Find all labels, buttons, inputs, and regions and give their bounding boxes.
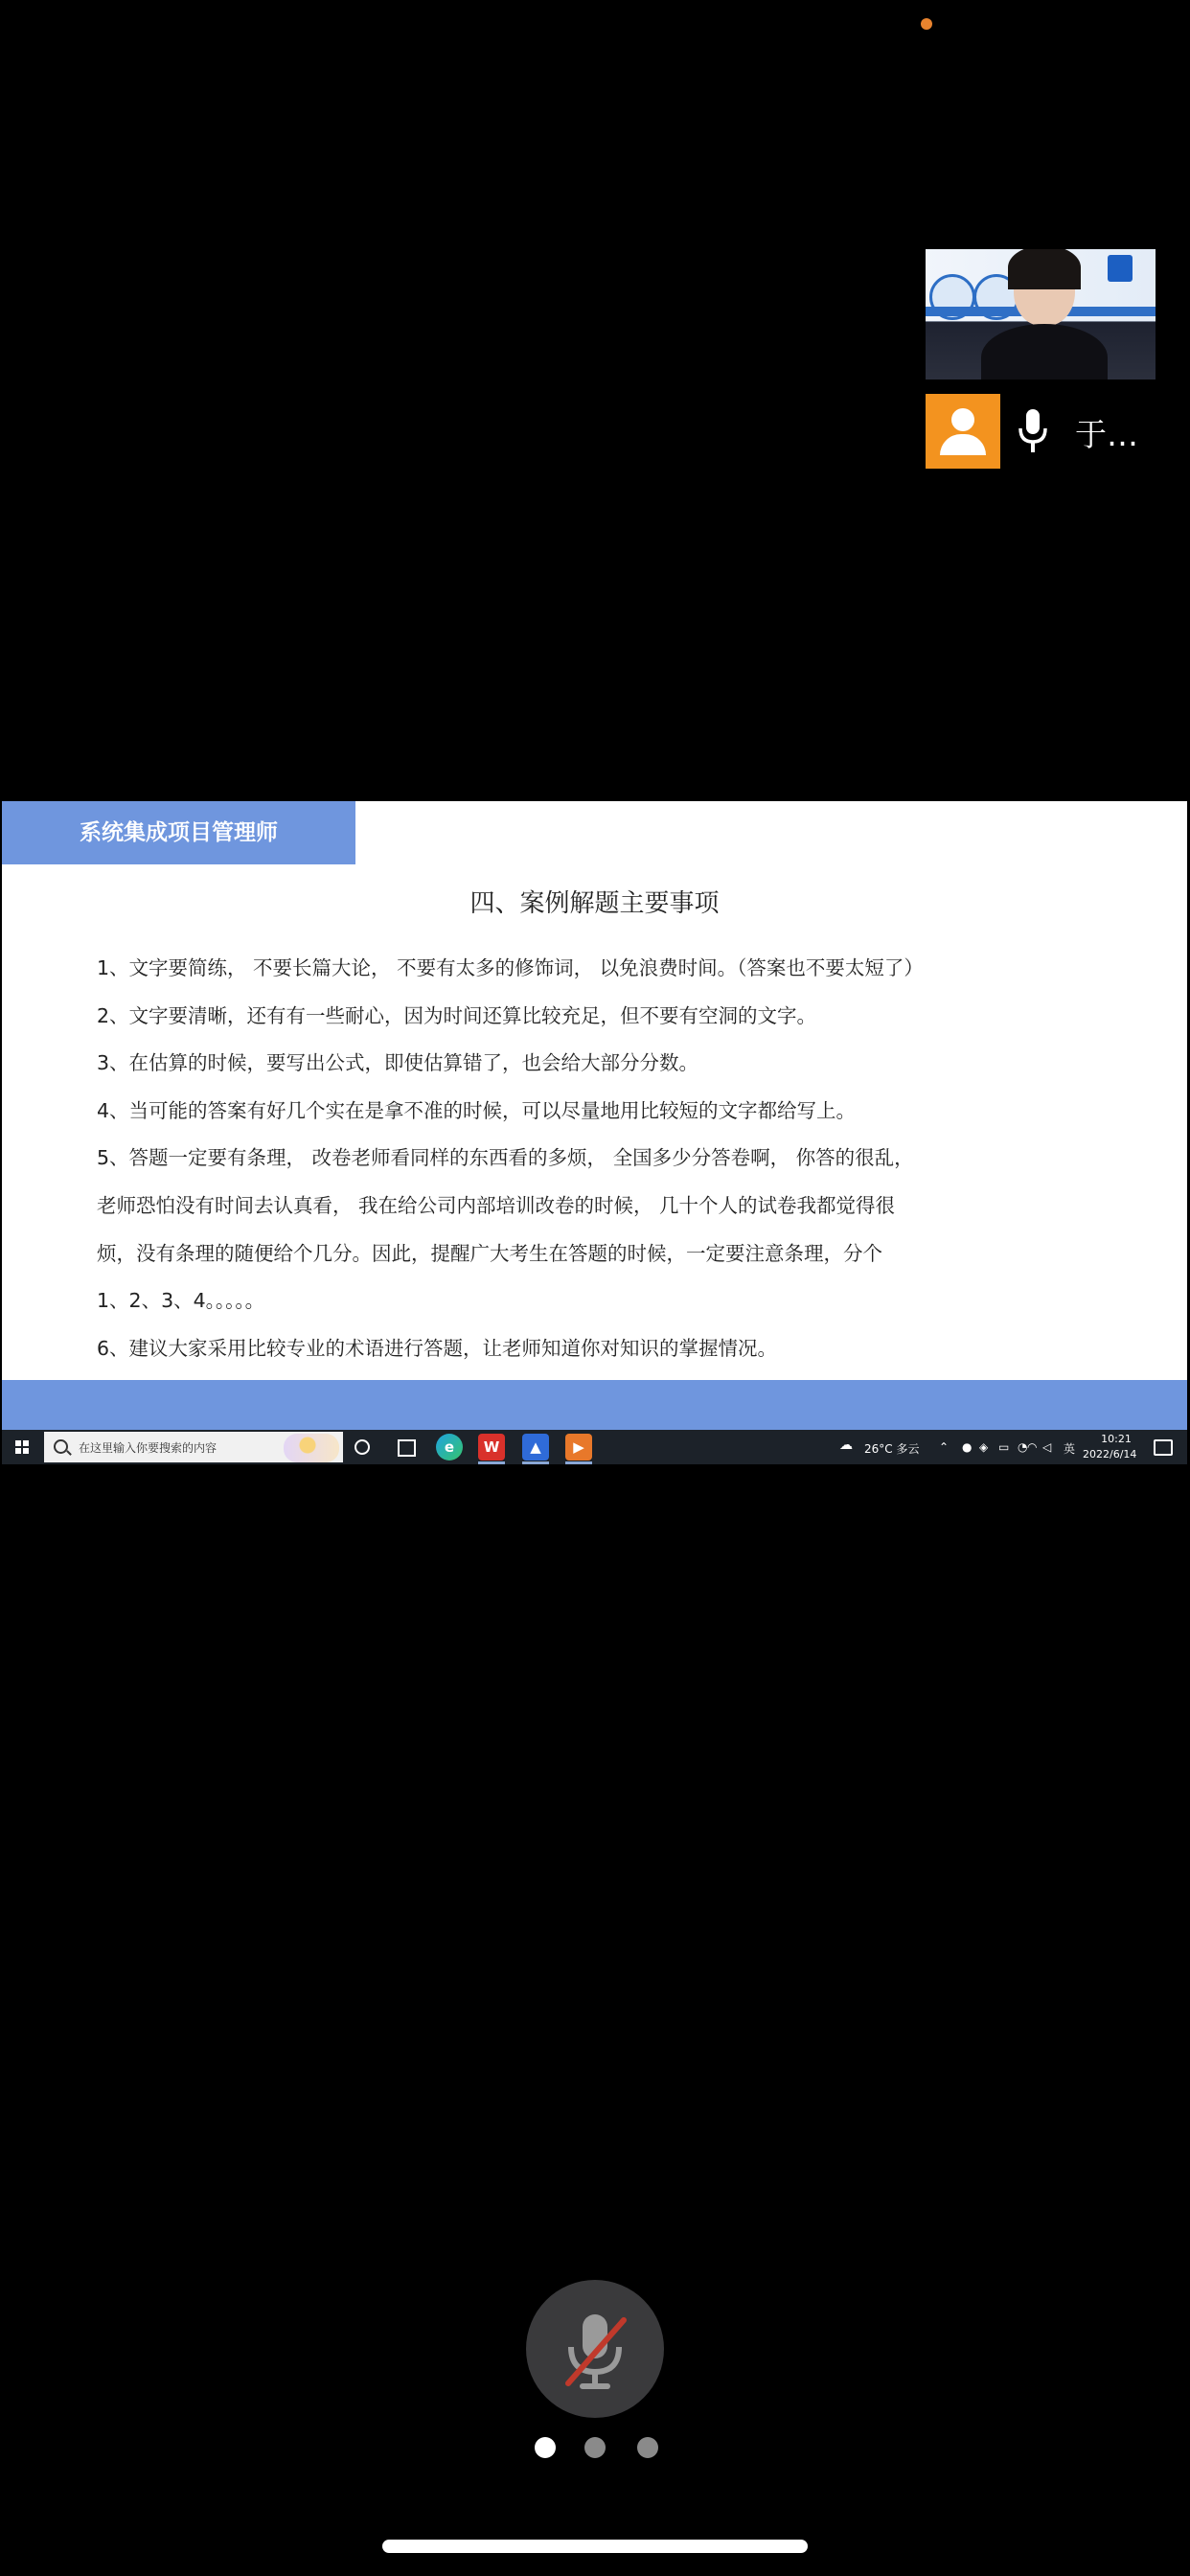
slide-text-line: 3、在估算的时候，要写出公式，即使估算错了，也会给大部分分数。 xyxy=(97,1051,699,1074)
page-indicator-dot[interactable] xyxy=(637,2437,658,2458)
tray-overflow-icon[interactable]: ⌃ xyxy=(939,1440,950,1454)
slide-text-line: 烦，没有条理的随便给个几分。因此，提醒广大考生在答题的时候，一定要注意条理，分个 xyxy=(97,1242,882,1265)
participant-video-thumbnail[interactable] xyxy=(926,249,1156,380)
windows-start-icon[interactable] xyxy=(15,1440,29,1454)
search-icon xyxy=(54,1439,68,1454)
slide-text-line: 2、文字要清晰，还有有一些耐心，因为时间还算比较充足，但不要有空洞的文字。 xyxy=(97,1004,817,1027)
cortana-icon[interactable] xyxy=(355,1439,370,1455)
microphone-muted-icon xyxy=(526,2280,664,2418)
microphone-icon xyxy=(1016,407,1050,457)
notification-center-icon[interactable] xyxy=(1154,1439,1173,1456)
tray-shield-icon[interactable]: ◈ xyxy=(979,1440,989,1454)
taskbar-clock-time[interactable]: 10:21 xyxy=(1101,1433,1132,1445)
video-person-body xyxy=(981,324,1108,380)
input-method-indicator[interactable]: 英 xyxy=(1064,1442,1076,1456)
taskbar-search-input[interactable] xyxy=(44,1432,343,1462)
shared-screen-slide xyxy=(2,801,1187,1430)
wps-icon[interactable]: W xyxy=(478,1434,505,1460)
windows-taskbar xyxy=(2,1430,1187,1464)
tray-volume-icon[interactable]: ◁ xyxy=(1042,1440,1052,1454)
person-icon-body xyxy=(940,434,986,455)
home-indicator-bar[interactable] xyxy=(382,2540,808,2553)
slide-text-line: 1、2、3、4。。。。。 xyxy=(97,1289,265,1312)
running-app-indicator xyxy=(522,1461,549,1464)
participant-avatar[interactable] xyxy=(926,394,1000,469)
search-placeholder: 在这里输入你要搜索的内容 xyxy=(79,1441,217,1455)
slide-header-tag: 系统集成项目管理师 xyxy=(2,801,355,864)
edge-icon[interactable]: e xyxy=(436,1434,463,1460)
slide-text-line: 4、当可能的答案有好几个实在是拿不准的时候，可以尽量地用比较短的文字都给写上。 xyxy=(97,1099,857,1122)
running-app-indicator xyxy=(478,1461,505,1464)
tray-network-icon[interactable]: ◔ xyxy=(1018,1440,1028,1454)
slide-text-line: 5、答题一定要有条理， 改卷老师看同样的东西看的多烦， 全国多少分答卷啊， 你答的很乱， xyxy=(97,1146,914,1169)
participant-name: 于… xyxy=(1075,416,1138,453)
video-person-hair xyxy=(1008,249,1081,289)
slide-text-line: 1、文字要简练， 不要长篇大论， 不要有太多的修饰词， 以免浪费时间。（答案也不要太短了） xyxy=(97,956,924,979)
page-indicator-dot[interactable] xyxy=(535,2437,556,2458)
taskbar-clock-date[interactable]: 2022/6/14 xyxy=(1083,1448,1137,1460)
slide-text-line: 老师恐怕没有时间去认真看， 我在给公司内部培训改卷的时候， 几十个人的试卷我都觉得很 xyxy=(97,1194,896,1217)
recording-indicator-dot xyxy=(921,18,932,30)
page-indicator-dot[interactable] xyxy=(584,2437,606,2458)
running-app-indicator xyxy=(565,1461,592,1464)
slide-text-line: 6、建议大家采用比较专业的术语进行答题，让老师知道你对知识的掌握情况。 xyxy=(97,1337,778,1360)
image-app-icon[interactable]: ▲ xyxy=(522,1434,549,1460)
tray-wifi-icon[interactable]: ◠ xyxy=(1027,1440,1038,1454)
mute-toggle-button[interactable] xyxy=(526,2280,664,2418)
weather-cloud-icon: ☁ xyxy=(839,1438,853,1453)
slide-title: 四、案例解题主要事项 xyxy=(469,889,720,918)
slide-footer-bar xyxy=(2,1380,1187,1430)
tray-mic-icon[interactable]: ● xyxy=(962,1440,973,1454)
task-view-icon[interactable] xyxy=(398,1439,416,1457)
person-icon-head xyxy=(951,408,974,431)
weather-status[interactable]: 26°C 多云 xyxy=(864,1442,920,1456)
video-wall-badge xyxy=(1108,255,1133,282)
tray-battery-icon[interactable]: ▭ xyxy=(998,1440,1010,1454)
presentation-app-icon[interactable]: ▶ xyxy=(565,1434,592,1460)
search-highlight-art xyxy=(284,1434,339,1462)
